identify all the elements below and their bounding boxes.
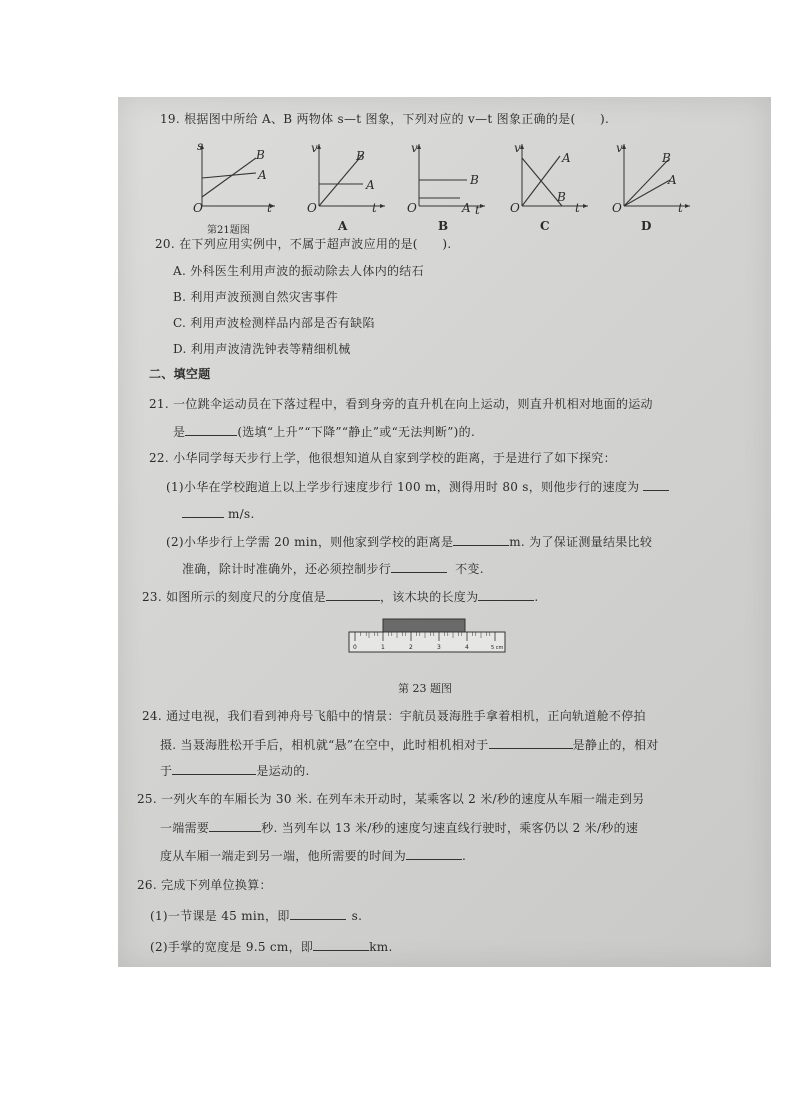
- opt-b-label-b: B: [470, 173, 480, 187]
- q22-p2-text-c: 准确，除计时准确外，还必须控制步行: [182, 562, 392, 576]
- q24-blank-a[interactable]: [489, 736, 573, 749]
- q21-answer-blank[interactable]: [185, 423, 237, 436]
- option-c-label: C: [540, 219, 550, 233]
- q23-blank-a[interactable]: [326, 588, 380, 601]
- st-origin: O: [193, 201, 204, 215]
- opt-b-origin: O: [407, 201, 418, 215]
- q24-text-c: 于: [160, 764, 173, 778]
- ruler-label-4: 4: [465, 644, 469, 651]
- q22-p2-blank-b[interactable]: [391, 560, 447, 573]
- q26-p1-blank[interactable]: [290, 907, 346, 920]
- q22-p1-blank-a[interactable]: [643, 478, 669, 491]
- q22-p1-text: (1)小华在学校跑道上以上学步行速度步行 100 m，测得用时 80 s，则他步行的速度为: [166, 480, 640, 494]
- q22-p2-blank-a[interactable]: [453, 533, 509, 546]
- q23-text-a: 23. 如图所示的刻度尺的分度值是: [142, 590, 326, 604]
- q20-choice-a: A. 外科医生利用声波的振动除去人体内的结石: [173, 264, 424, 278]
- q21-line2: [173, 423, 475, 440]
- q25-blank-b[interactable]: [406, 847, 462, 860]
- opt-a-label-b: B: [356, 149, 366, 163]
- q20-text: 20. 在下列应用实例中，不属于超声波应用的是( ).: [155, 237, 452, 251]
- q24-line3: [160, 762, 310, 779]
- q20-choice-d: D. 利用声波清洗钟表等精细机械: [173, 342, 351, 356]
- q23-blank-b[interactable]: [478, 588, 534, 601]
- ruler-label-3: 3: [437, 644, 441, 651]
- q26-line1: 26. 完成下列单位换算：: [137, 878, 272, 892]
- st-label-b: B: [256, 148, 266, 162]
- opt-d-axis-t: t: [678, 201, 684, 215]
- q23-text-c: .: [534, 590, 539, 604]
- q22-part1: [166, 478, 669, 495]
- q22-line1: 22. 小华同学每天步行上学，他很想知道从自家到学校的距离，于是进行了如下探究：: [149, 451, 616, 465]
- q23-line1: [142, 588, 539, 605]
- q24-text-b: 是静止的，相对: [572, 738, 659, 752]
- ruler-figure: [345, 615, 510, 655]
- opt-c-axis-v: v: [514, 141, 522, 155]
- q26-p1-text: (1)一节课是 45 min，即: [150, 909, 290, 923]
- q23-caption: 第 23 题图: [398, 682, 452, 695]
- q24-text-a: 摄. 当聂海胜松开手后，相机就“悬”在空中，此时相机相对于: [160, 738, 489, 752]
- q21-line1: 21. 一位跳伞运动员在下落过程中，看到身旁的直升机在向上运动，则直升机相对地面的运动: [149, 397, 653, 411]
- q22-p1-blank-b[interactable]: [182, 505, 224, 518]
- q22-part2-cont: [182, 560, 484, 577]
- ruler-label-1: 1: [381, 644, 385, 651]
- opt-a-origin: O: [307, 201, 318, 215]
- wooden-block: [383, 619, 465, 632]
- q26-p2-text: (2)手掌的宽度是 9.5 cm，即: [150, 940, 314, 954]
- opt-a-axis-t: t: [372, 201, 378, 215]
- opt-c-origin: O: [510, 201, 521, 215]
- q25-line3: [160, 847, 466, 864]
- section-title: 二、填空题: [149, 367, 211, 381]
- opt-c-label-b: B: [557, 190, 567, 204]
- q25-blank-a[interactable]: [209, 819, 261, 832]
- q24-line1: 24. 通过电视，我们看到神舟号飞船中的情景：宇航员聂海胜手拿着相机，正向轨道舱不停拍: [142, 709, 646, 723]
- opt-d-axis-v: v: [616, 141, 624, 155]
- opt-b-axis-t: t: [475, 203, 481, 217]
- q22-part2: [166, 533, 652, 550]
- q25-text-d: .: [462, 849, 467, 863]
- q26-p2-blank[interactable]: [313, 938, 369, 951]
- q21-prefix: 是: [173, 425, 186, 439]
- opt-c-axis-t: t: [575, 201, 581, 215]
- q24-line2: [160, 736, 659, 753]
- q24-blank-b[interactable]: [172, 762, 256, 775]
- q25-text-c: 度从车厢一端走到另一端，他所需要的时间为: [160, 849, 407, 863]
- opt-b-axis-v: v: [411, 141, 419, 155]
- ruler-label-0: 0: [353, 644, 357, 651]
- q25-line2: [160, 819, 638, 836]
- q22-p2-text-d: 不变.: [455, 562, 484, 576]
- option-a-label: A: [338, 219, 348, 233]
- q20-choice-c: C. 利用声波检测样品内部是否有缺陷: [173, 316, 375, 330]
- ruler-label-2: 2: [409, 644, 413, 651]
- opt-a-label-a: A: [366, 178, 375, 192]
- q22-p1-unit: m/s.: [228, 507, 255, 521]
- q26-p2-unit: km.: [369, 940, 393, 954]
- q19-graph-caption: 第21题图: [207, 225, 250, 236]
- option-d-label: D: [641, 219, 652, 233]
- q24-text-d: 是运动的.: [256, 764, 310, 778]
- q26-part1: [150, 907, 362, 924]
- st-axis-t: t: [267, 201, 273, 215]
- q25-line1: 25. 一列火车的车厢长为 30 米. 在列车未开动时，某乘客以 2 米/秒的速度从车厢一端走到另: [137, 792, 645, 806]
- q21-suffix: (选填“上升”“下降”“静止”或“无法判断”)的.: [237, 425, 476, 439]
- q22-part1-cont: [182, 505, 255, 522]
- opt-d-origin: O: [612, 201, 623, 215]
- q25-text-b: 秒. 当列车以 13 米/秒的速度匀速直线行驶时，乘客仍以 2 米/秒的速: [261, 821, 639, 835]
- q26-part2: [150, 938, 393, 955]
- opt-d-label-b: B: [662, 151, 672, 165]
- q20-choice-b: B. 利用声波预测自然灾害事件: [173, 290, 338, 304]
- opt-a-axis-v: v: [311, 141, 319, 155]
- ruler-label-5: 5 cm: [491, 645, 504, 651]
- opt-b-label-a: A: [462, 201, 471, 215]
- q19-text: 19. 根据图中所给 A、B 两物体 s—t 图象，下列对应的 v—t 图象正确的是( ).: [160, 112, 610, 126]
- opt-d-label-a: A: [668, 173, 677, 187]
- opt-c-label-a: A: [562, 151, 571, 165]
- q22-p2-text-b: m. 为了保证测量结果比较: [509, 535, 653, 549]
- q25-text-a: 一端需要: [160, 821, 210, 835]
- st-label-a: A: [258, 168, 267, 182]
- q23-text-b: ，该木块的长度为: [380, 590, 479, 604]
- q26-p1-unit: s.: [351, 909, 363, 923]
- option-b-label: B: [438, 219, 449, 233]
- st-axis-s: s: [197, 139, 204, 153]
- q22-p2-text: (2)小华步行上学需 20 min，则他家到学校的距离是: [166, 535, 454, 549]
